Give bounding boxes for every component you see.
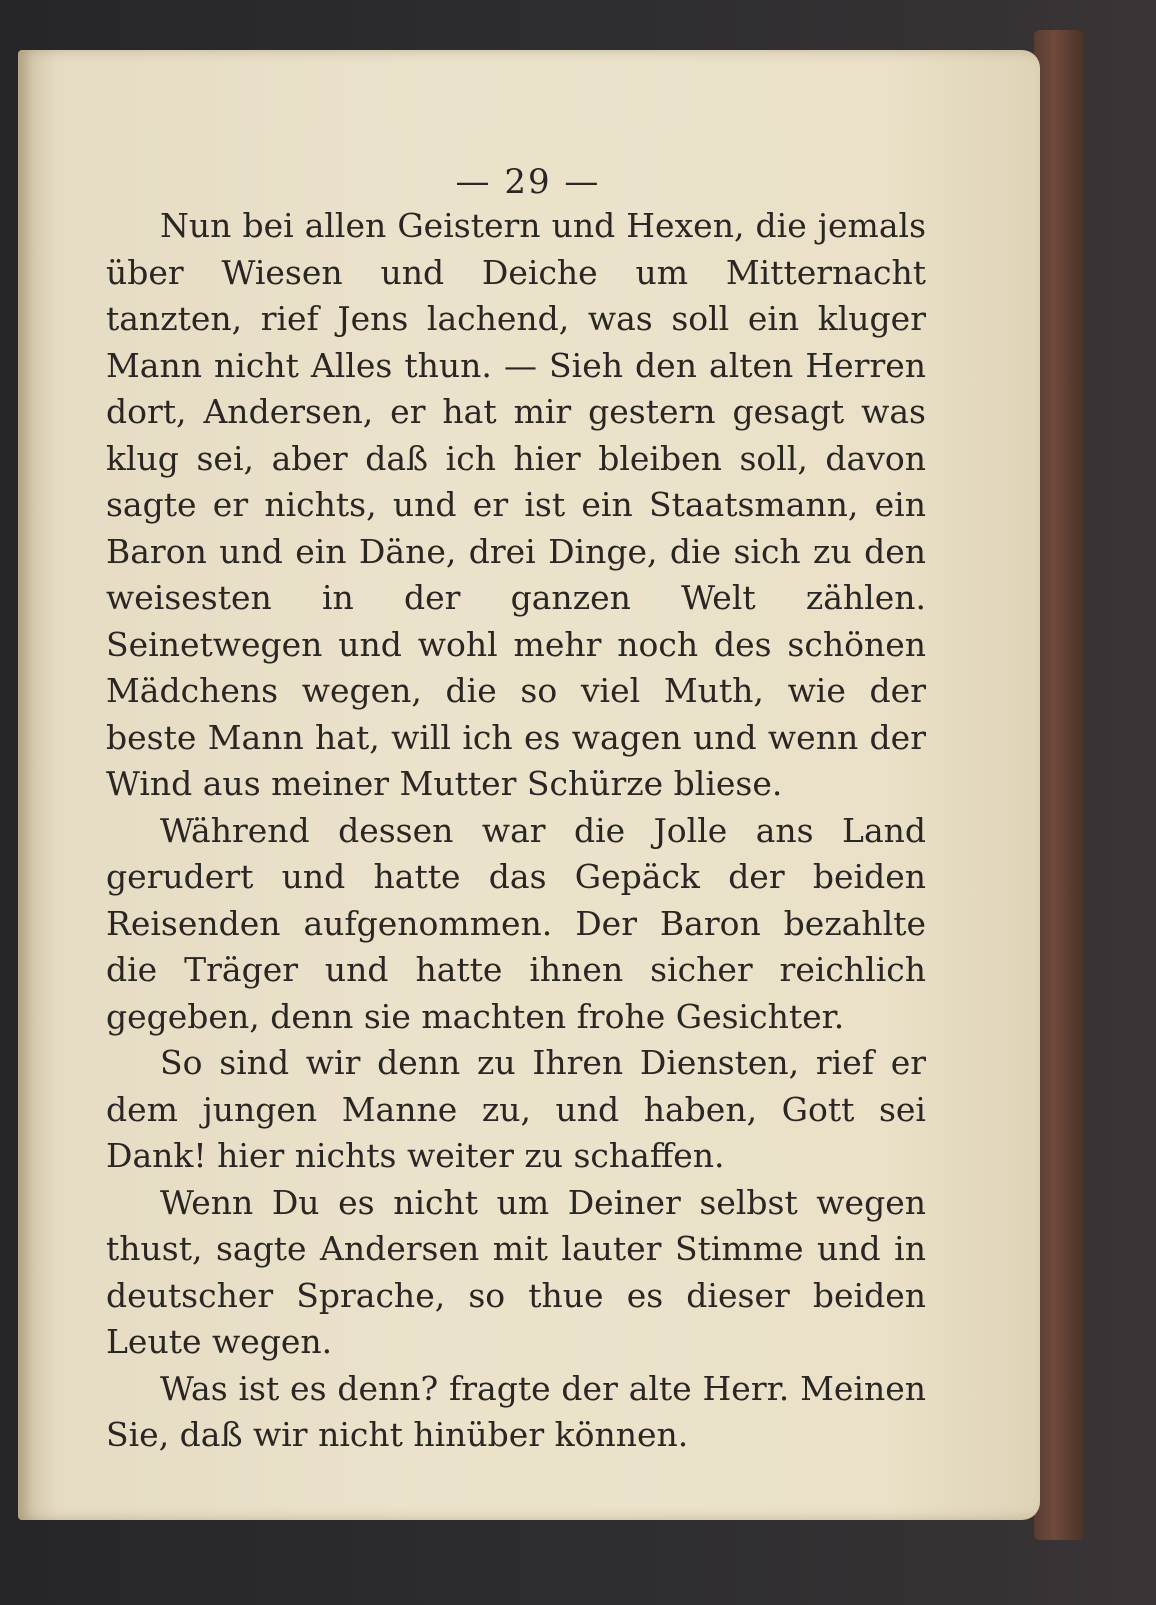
paragraph-3: So sind wir denn zu Ihren Diensten, rief er dem jungen Manne zu, und haben, Gott sei Dank! hier nichts weiter zu schaffen. [106, 1043, 926, 1175]
paragraph-4: Wenn Du es nicht um Deiner selbst wegen thust, sagte Andersen mit lauter Stimme und in deutscher Sprache, so thue es dieser beiden Leute wegen. [106, 1182, 926, 1361]
paragraph-5: Was ist es denn? fragte der alte Herr. Meinen Sie, daß wir nicht hinüber können. [106, 1368, 926, 1454]
page-number: — 29 — [455, 162, 601, 202]
page-text [106, 203, 926, 1459]
paragraph-2: Während dessen war die Jolle ans Land gerudert und hatte das Gepäck der beiden Reisenden aufgenommen. Der Baron bezahlte die Träger und hatte ihnen sicher reichlich gegeben, denn sie machten frohe Gesichter. [106, 810, 926, 1036]
book-cover-edge [1034, 30, 1084, 1540]
paragraph-1: Nun bei allen Geistern und Hexen, die jemals über Wiesen und Deiche um Mitternacht tanzten, rief Jens lachend, was soll ein kluger Mann nicht Alles thun. — Sieh den alten Herren dort, Andersen, er hat mir gestern gesagt was klug sei, aber daß ich hier bleiben soll, davon sagte er nichts, und er ist ein Staatsmann, ein Baron und ein Däne, drei Dinge, die sich zu den weisesten in der ganzen Welt zählen. Seinetwegen und wohl mehr noch des schönen Mädchens wegen, die so viel Muth, wie der beste Mann hat, will ich es wagen und wenn der Wind aus meiner Mutter Schürze bliese. [106, 206, 926, 803]
